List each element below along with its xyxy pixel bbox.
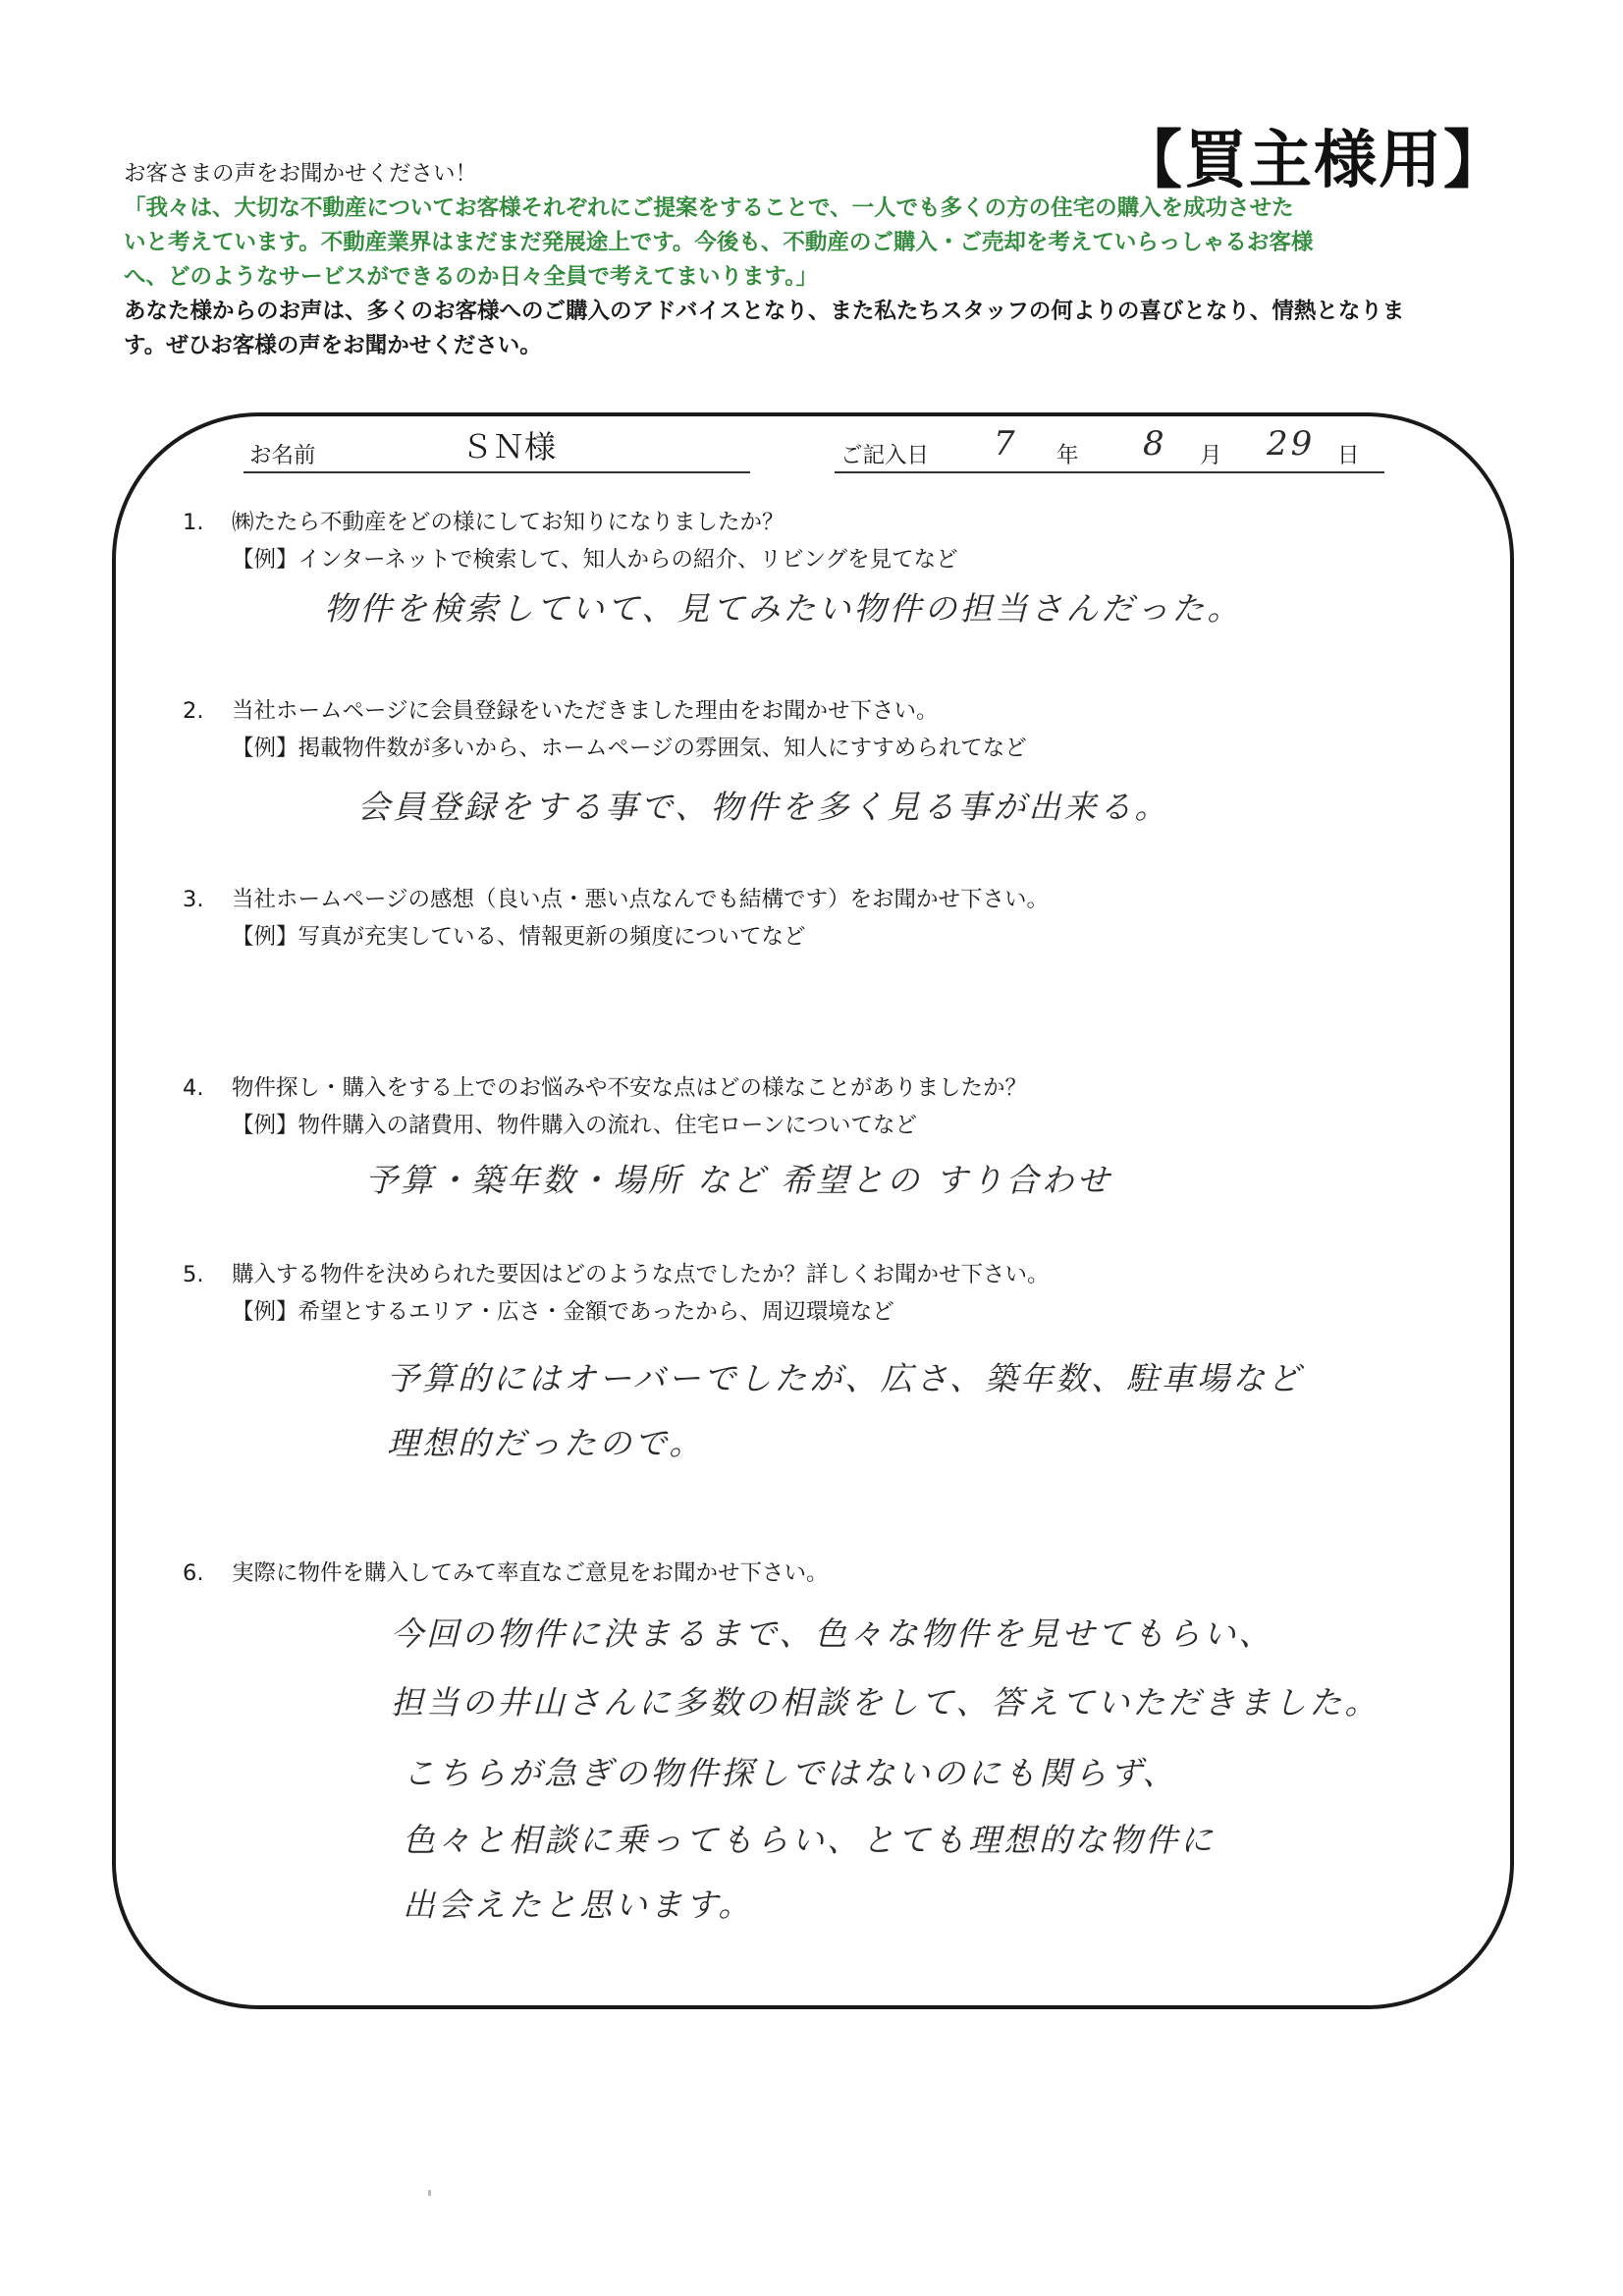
answer-5-line: 予算的にはオーバーでしたが、広さ、築年数、駐車場など bbox=[387, 1359, 1304, 1397]
question-1 bbox=[183, 505, 784, 536]
answer-6-line: 今回の物件に決まるまで、色々な物件を見せてもらい、 bbox=[391, 1614, 1274, 1653]
question-number: 1. bbox=[183, 510, 204, 535]
date-year-unit: 年 bbox=[1056, 443, 1079, 468]
question-text: 物件探し・購入をする上でのお悩みや不安な点はどの様なことがありましたか？ bbox=[232, 1075, 1028, 1101]
name-underline bbox=[243, 471, 750, 473]
question-text: 当社ホームページに会員登録をいただきました理由をお聞かせ下さい。 bbox=[232, 698, 939, 724]
name-value: ＳＮ様 bbox=[461, 428, 557, 465]
answer-6-line: 担当の井山さんに多数の相談をして、答えていただきました。 bbox=[391, 1683, 1380, 1722]
intro-line: へ、どのようなサービスができるのか日々全員で考えてまいります。」 bbox=[124, 264, 818, 290]
answer-6-line: こちらが急ぎの物件探しではないのにも関らず、 bbox=[403, 1754, 1178, 1792]
date-label: ご記入日 bbox=[840, 443, 930, 468]
date-day-value: 29 bbox=[1267, 424, 1316, 464]
question-6 bbox=[183, 1556, 829, 1587]
answer-1-line: 物件を検索していて、見てみたい物件の担当さんだった。 bbox=[324, 589, 1243, 628]
scan-speck bbox=[428, 2190, 431, 2196]
question-1-example: 【例】インターネットで検索して、知人からの紹介、リビングを見てなど bbox=[232, 547, 958, 573]
intro-line: 「我々は、大切な不動産についてお客様それぞれにご提案をすることで、一人でも多くの方の住宅の購入を成功させた bbox=[124, 195, 1294, 221]
question-4 bbox=[183, 1070, 1027, 1102]
date-underline bbox=[835, 471, 1384, 473]
question-3-example: 【例】写真が充実している、情報更新の頻度についてなど bbox=[232, 924, 806, 950]
date-year-value: 7 bbox=[994, 424, 1018, 464]
question-2-example: 【例】掲載物件数が多いから、ホームページの雰囲気、知人にすすめられてなど bbox=[232, 736, 1027, 761]
intro-line: す。ぜひお客様の声をお聞かせください。 bbox=[124, 333, 542, 358]
question-number: 6. bbox=[183, 1560, 204, 1586]
answer-2-line: 会員登録をする事で、物件を多く見る事が出来る。 bbox=[357, 788, 1170, 826]
question-text: 実際に物件を購入してみて率直なご意見をお聞かせ下さい。 bbox=[232, 1560, 829, 1586]
intro-line: お客さまの声をお聞かせください！ bbox=[124, 161, 478, 187]
date-month-unit: 月 bbox=[1200, 443, 1222, 468]
question-text: ㈱たたら不動産をどの様にしてお知りになりましたか？ bbox=[232, 510, 784, 535]
answer-6-line: 出会えたと思います。 bbox=[403, 1886, 754, 1924]
intro-line: あなた様からのお声は、多くのお客様へのご購入のアドバイスとなり、また私たちスタッフの何よりの喜びとなり、情熱となりま bbox=[124, 299, 1405, 324]
question-4-example: 【例】物件購入の諸費用、物件購入の流れ、住宅ローンについてなど bbox=[232, 1113, 917, 1138]
question-number: 3. bbox=[183, 887, 204, 912]
date-month-value: 8 bbox=[1143, 424, 1167, 464]
intro-line: いと考えています。不動産業界はまだまだ発展途上です。今後も、不動産のご購入・ご売却を考えていらっしゃるお客様 bbox=[124, 230, 1314, 255]
name-label: お名前 bbox=[249, 443, 316, 468]
form-type-title: 【買主様用】 bbox=[1119, 125, 1508, 197]
answer-5-line: 理想的だったので。 bbox=[387, 1424, 705, 1462]
question-3 bbox=[183, 882, 1049, 913]
question-text: 当社ホームページの感想（良い点・悪い点なんでも結構です）をお聞かせ下さい。 bbox=[232, 887, 1050, 912]
answer-6-line: 色々と相談に乗ってもらい、とても理想的な物件に bbox=[403, 1821, 1216, 1859]
question-5 bbox=[183, 1257, 1050, 1288]
question-5-example: 【例】希望とするエリア・広さ・金額であったから、周辺環境など bbox=[232, 1299, 894, 1325]
question-text: 購入する物件を決められた要因はどのような点でしたか？詳しくお聞かせ下さい。 bbox=[232, 1262, 1050, 1287]
date-day-unit: 日 bbox=[1337, 443, 1360, 468]
intro-text bbox=[124, 157, 1528, 363]
answer-4-line: 予算・築年数・場所 など 希望との すり合わせ bbox=[365, 1161, 1112, 1199]
question-number: 5. bbox=[183, 1262, 204, 1287]
question-number: 2. bbox=[183, 698, 204, 724]
question-2 bbox=[183, 693, 939, 725]
question-number: 4. bbox=[183, 1075, 204, 1101]
